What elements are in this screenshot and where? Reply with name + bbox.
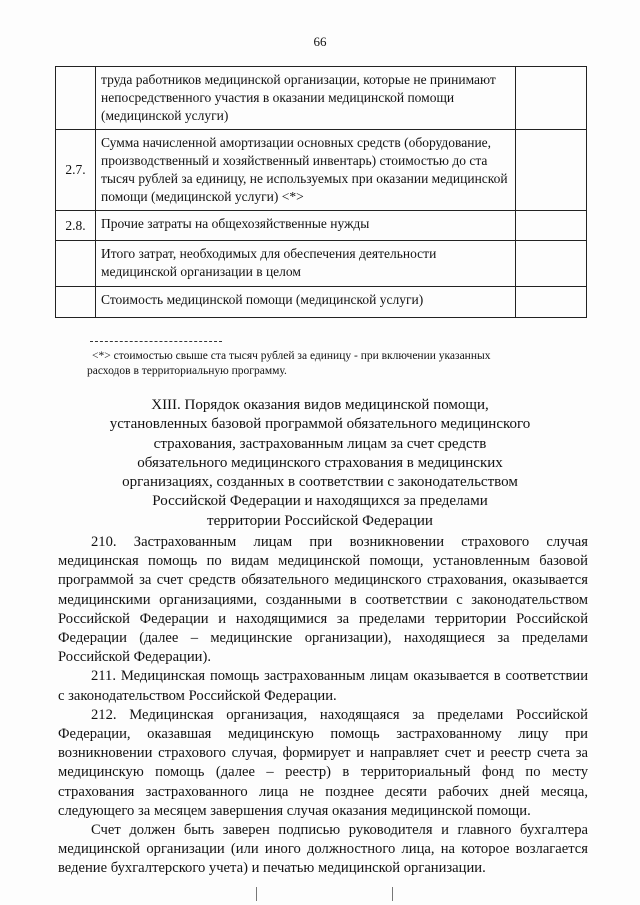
row-text: Итого затрат, необходимых для обеспечения деятельности медицинской организации в целом xyxy=(96,241,516,287)
table-row xyxy=(56,241,587,287)
body-text xyxy=(58,533,588,879)
section-heading xyxy=(60,396,580,531)
paragraph: Счет должен быть заверен подписью руководителя и главного бухгалтера медицинской организации (или иного должностного лица, на которое возлагается ведение бухгалтерского учета) и печатью медицинской организации. xyxy=(58,822,588,877)
row-number xyxy=(56,287,96,318)
row-text: Прочие затраты на общехозяйственные нужды xyxy=(96,211,516,241)
heading-line: обязательного медицинского страхования в медицинских xyxy=(137,454,503,471)
heading-line: территории Российской Федерации xyxy=(207,512,433,529)
row-number: 2.7. xyxy=(56,130,96,211)
paragraph: 211. Медицинская помощь застрахованным лицам оказывается в соответствии с законодательством Российской Федерации. xyxy=(58,668,588,704)
footnote-line: расходов в территориальную программу. xyxy=(87,365,287,377)
table-row xyxy=(56,130,587,211)
scan-mark xyxy=(392,887,393,901)
row-value xyxy=(516,241,587,287)
heading-line: страхования, застрахованным лицам за счет средств xyxy=(153,435,487,452)
footnote-separator xyxy=(90,341,222,342)
cost-table xyxy=(55,66,587,318)
page-number: 66 xyxy=(313,34,327,49)
table-row xyxy=(56,67,587,130)
row-text: труда работников медицинской организации, которые не принимают непосредственного участия в оказании медицинской помощи (медицинской услуги) xyxy=(96,67,516,130)
row-value xyxy=(516,287,587,318)
table-row xyxy=(56,211,587,241)
heading-line: установленных базовой программой обязательного медицинского xyxy=(109,416,531,433)
row-number xyxy=(56,241,96,287)
heading-line: организациях, созданных в соответствии с законодательством xyxy=(122,474,518,491)
footnote xyxy=(87,349,587,379)
scan-mark xyxy=(256,887,257,901)
row-number xyxy=(56,67,96,130)
heading-line: XIII. Порядок оказания видов медицинской помощи, xyxy=(151,397,489,413)
row-value xyxy=(516,67,587,130)
paragraph: 212. Медицинская организация, находящаяся за пределами Российской Федерации, оказавшая медицинскую помощь застрахованному лицу при возникновении страхового случая, формирует и направляет счет и реестр счета за медицинскую помощь (далее – реестр) в территориальный фонд по месту страхования застрахованного лица не позднее десяти рабочих дней месяца, следующего за месяцем завершения случая оказания медицинской помощи. xyxy=(58,706,588,819)
footnote-line: <*> стоимостью свыше ста тысяч рублей за единицу - при включении указанных xyxy=(92,350,491,362)
row-number: 2.8. xyxy=(56,211,96,241)
paragraph: 210. Застрахованным лицам при возникновении страхового случая медицинская помощь по видам медицинской помощи, установленным базовой программой за счет средств обязательного медицинского страхования, оказывается медицинскими организациями, созданными в соответствии с законодательством Российской Федерации и находящимися за пределами территории Российской Федерации (далее – медицинские организации), находящиеся за пределами Российской Федерации). xyxy=(58,534,588,666)
table-row xyxy=(56,287,587,318)
row-text: Сумма начисленной амортизации основных средств (оборудование, производственный и хозяйственный инвентарь) стоимостью до ста тысяч рублей за единицу, не используемых при оказании медицинской помощи (медицинской услуги) <*> xyxy=(96,130,516,211)
heading-line: Российской Федерации и находящихся за пределами xyxy=(152,493,488,510)
row-value xyxy=(516,130,587,211)
row-text: Стоимость медицинской помощи (медицинской услуги) xyxy=(96,287,516,318)
row-value xyxy=(516,211,587,241)
